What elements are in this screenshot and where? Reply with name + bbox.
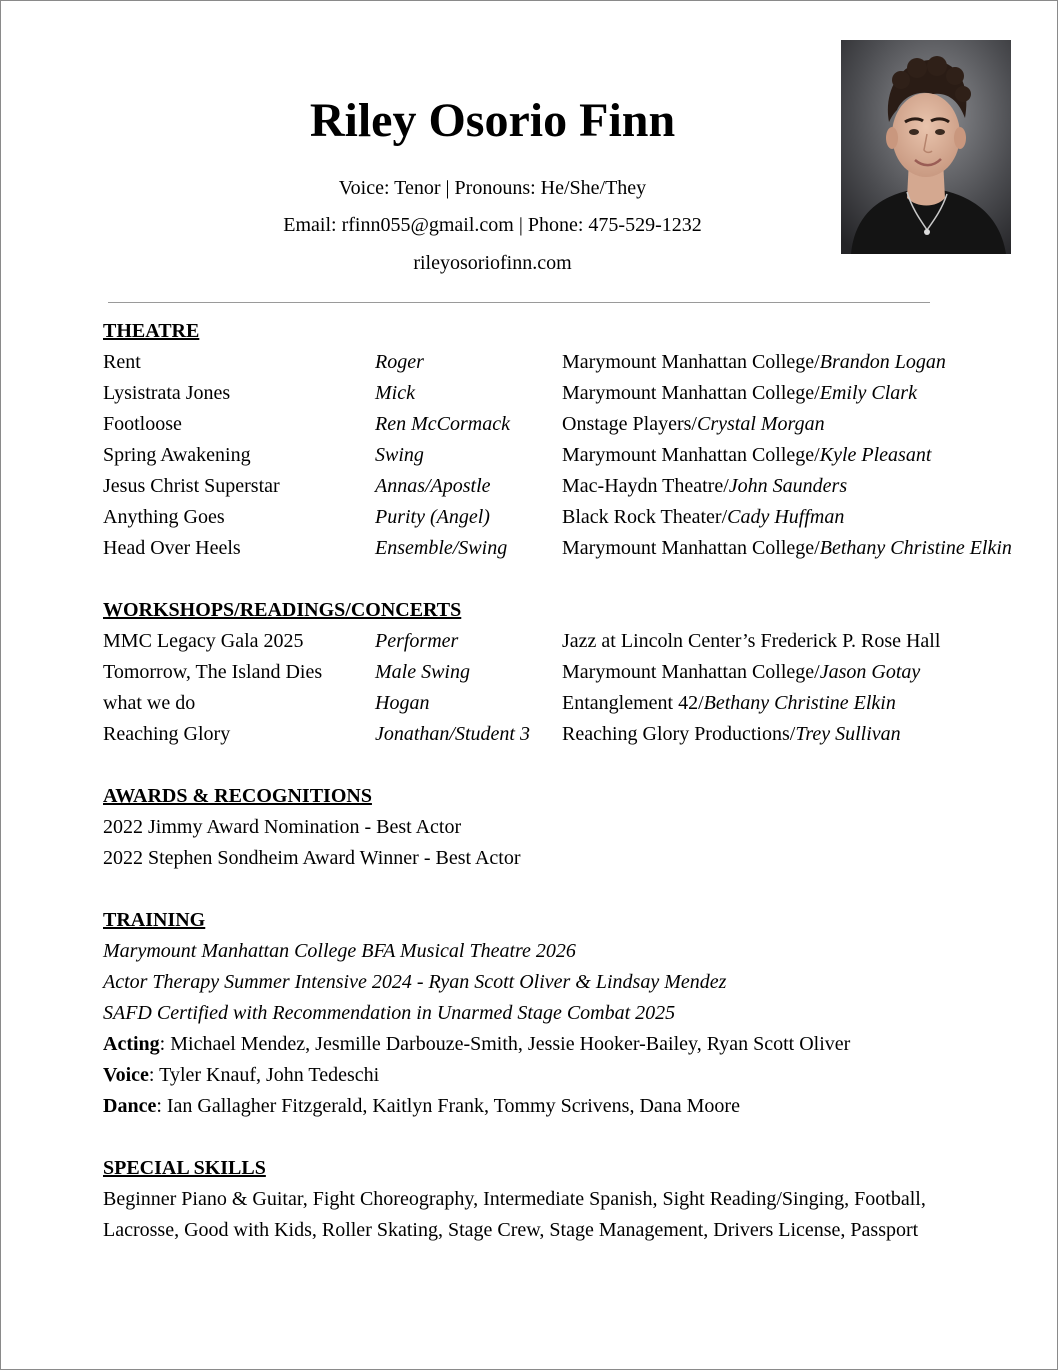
venue: Black Rock Theater/ [562,506,728,528]
show-title: Footloose [103,413,182,435]
venue: Reaching Glory Productions/ [562,723,796,745]
role-name: Male Swing [375,661,470,683]
performer-name: Riley Osorio Finn [309,94,676,147]
show-title: Reaching Glory [103,723,231,745]
teachers-names: : Ian Gallagher Fitzgerald, Kaitlyn Frank, Tommy Scrivens, Dana Moore [156,1095,740,1117]
section-heading-awards: AWARDS & RECOGNITIONS [103,785,372,807]
venue-director [562,626,940,657]
resume-body [103,316,1043,1246]
teachers-voice [103,1060,1043,1091]
section-heading-skills: SPECIAL SKILLS [103,1157,266,1179]
venue: Marymount Manhattan College/ [562,661,820,683]
director: Emily Clark [819,382,917,404]
credit-row [103,688,1043,719]
director: Trey Sullivan [795,723,901,745]
role-name: Swing [375,444,424,466]
credit-row [103,626,1043,657]
website-link[interactable]: rileyosoriofinn.com [413,252,572,274]
teachers-label: Dance [103,1095,157,1117]
venue-director [562,378,917,409]
director: John Saunders [728,475,848,497]
venue-director [562,533,1012,564]
role-name: Hogan [375,692,430,714]
venue-director [562,719,901,750]
role-name: Mick [375,382,415,404]
show-title: Head Over Heels [103,537,241,559]
credit-row [103,719,1043,750]
credit-row [103,657,1043,688]
venue-director [562,502,844,533]
section-heading-workshops: WORKSHOPS/READINGS/CONCERTS [103,599,462,621]
director: Jason Gotay [819,661,921,683]
venue: Marymount Manhattan College/ [562,351,820,373]
training-program: Marymount Manhattan College BFA Musical Theatre 2026 [103,940,576,962]
venue: Mac-Haydn Theatre/ [562,475,729,497]
award-item: 2022 Jimmy Award Nomination - Best Actor [103,816,462,838]
show-title: what we do [103,692,196,714]
role-name: Purity (Angel) [375,506,490,528]
venue: Marymount Manhattan College/ [562,537,820,559]
director: Cady Huffman [727,506,845,528]
venue-director [562,657,920,688]
credit-row [103,440,1043,471]
teachers-label: Acting [103,1033,160,1055]
credit-row [103,378,1043,409]
venue-director [562,688,896,719]
section-heading-theatre: THEATRE [103,320,200,342]
show-title: MMC Legacy Gala 2025 [103,630,304,652]
show-title: Jesus Christ Superstar [103,475,280,497]
director: Kyle Pleasant [819,444,932,466]
credit-row [103,409,1043,440]
header-divider [108,302,930,303]
teachers-dance [103,1091,1043,1122]
venue: Marymount Manhattan College/ [562,382,820,404]
role-name: Ren McCormack [375,413,510,435]
role-name: Performer [375,630,459,652]
award-item: 2022 Stephen Sondheim Award Winner - Best Actor [103,847,521,869]
show-title: Spring Awakening [103,444,251,466]
teachers-names: : Tyler Knauf, John Tedeschi [148,1064,380,1086]
credit-row [103,347,1043,378]
headshot-photo [841,40,1011,254]
venue-director [562,409,825,440]
voice-pronouns: Voice: Tenor | Pronouns: He/She/They [338,177,647,199]
training-program: SAFD Certified with Recommendation in Unarmed Stage Combat 2025 [103,1002,676,1024]
venue: Marymount Manhattan College/ [562,444,820,466]
headshot-icon [841,40,1011,254]
venue: Jazz at Lincoln Center’s Frederick P. Rose Hall [562,630,941,652]
credit-row [103,502,1043,533]
director: Bethany Christine Elkin [703,692,896,714]
skills-line: Lacrosse, Good with Kids, Roller Skating, Stage Crew, Stage Management, Drivers License, Passport [103,1219,919,1241]
show-title: Lysistrata Jones [103,382,231,404]
role-name: Roger [375,351,424,373]
show-title: Tomorrow, The Island Dies [103,661,323,683]
venue-director [562,440,931,471]
credit-row [103,533,1043,564]
role-name: Jonathan/Student 3 [375,723,530,745]
section-heading-training: TRAINING [103,909,206,931]
credit-row [103,471,1043,502]
teachers-acting [103,1029,1043,1060]
director: Bethany Christine Elkin [819,537,1012,559]
contact-info: Email: rfinn055@gmail.com | Phone: 475-529-1232 [283,214,702,236]
teachers-names: : Michael Mendez, Jesmille Darbouze-Smith, Jessie Hooker-Bailey, Ryan Scott Oliver [159,1033,851,1055]
skills-line: Beginner Piano & Guitar, Fight Choreography, Intermediate Spanish, Sight Reading/Singing, Football, [103,1188,926,1210]
venue: Entanglement 42/ [562,692,704,714]
show-title: Anything Goes [103,506,225,528]
director: Brandon Logan [819,351,946,373]
training-program: Actor Therapy Summer Intensive 2024 - Ryan Scott Oliver & Lindsay Mendez [103,971,727,993]
director: Crystal Morgan [696,413,825,435]
role-name: Ensemble/Swing [375,537,508,559]
teachers-label: Voice [103,1064,149,1086]
show-title: Rent [103,351,141,373]
venue-director [562,347,946,378]
venue-director [562,471,847,502]
venue: Onstage Players/ [562,413,697,435]
role-name: Annas/Apostle [375,475,491,497]
